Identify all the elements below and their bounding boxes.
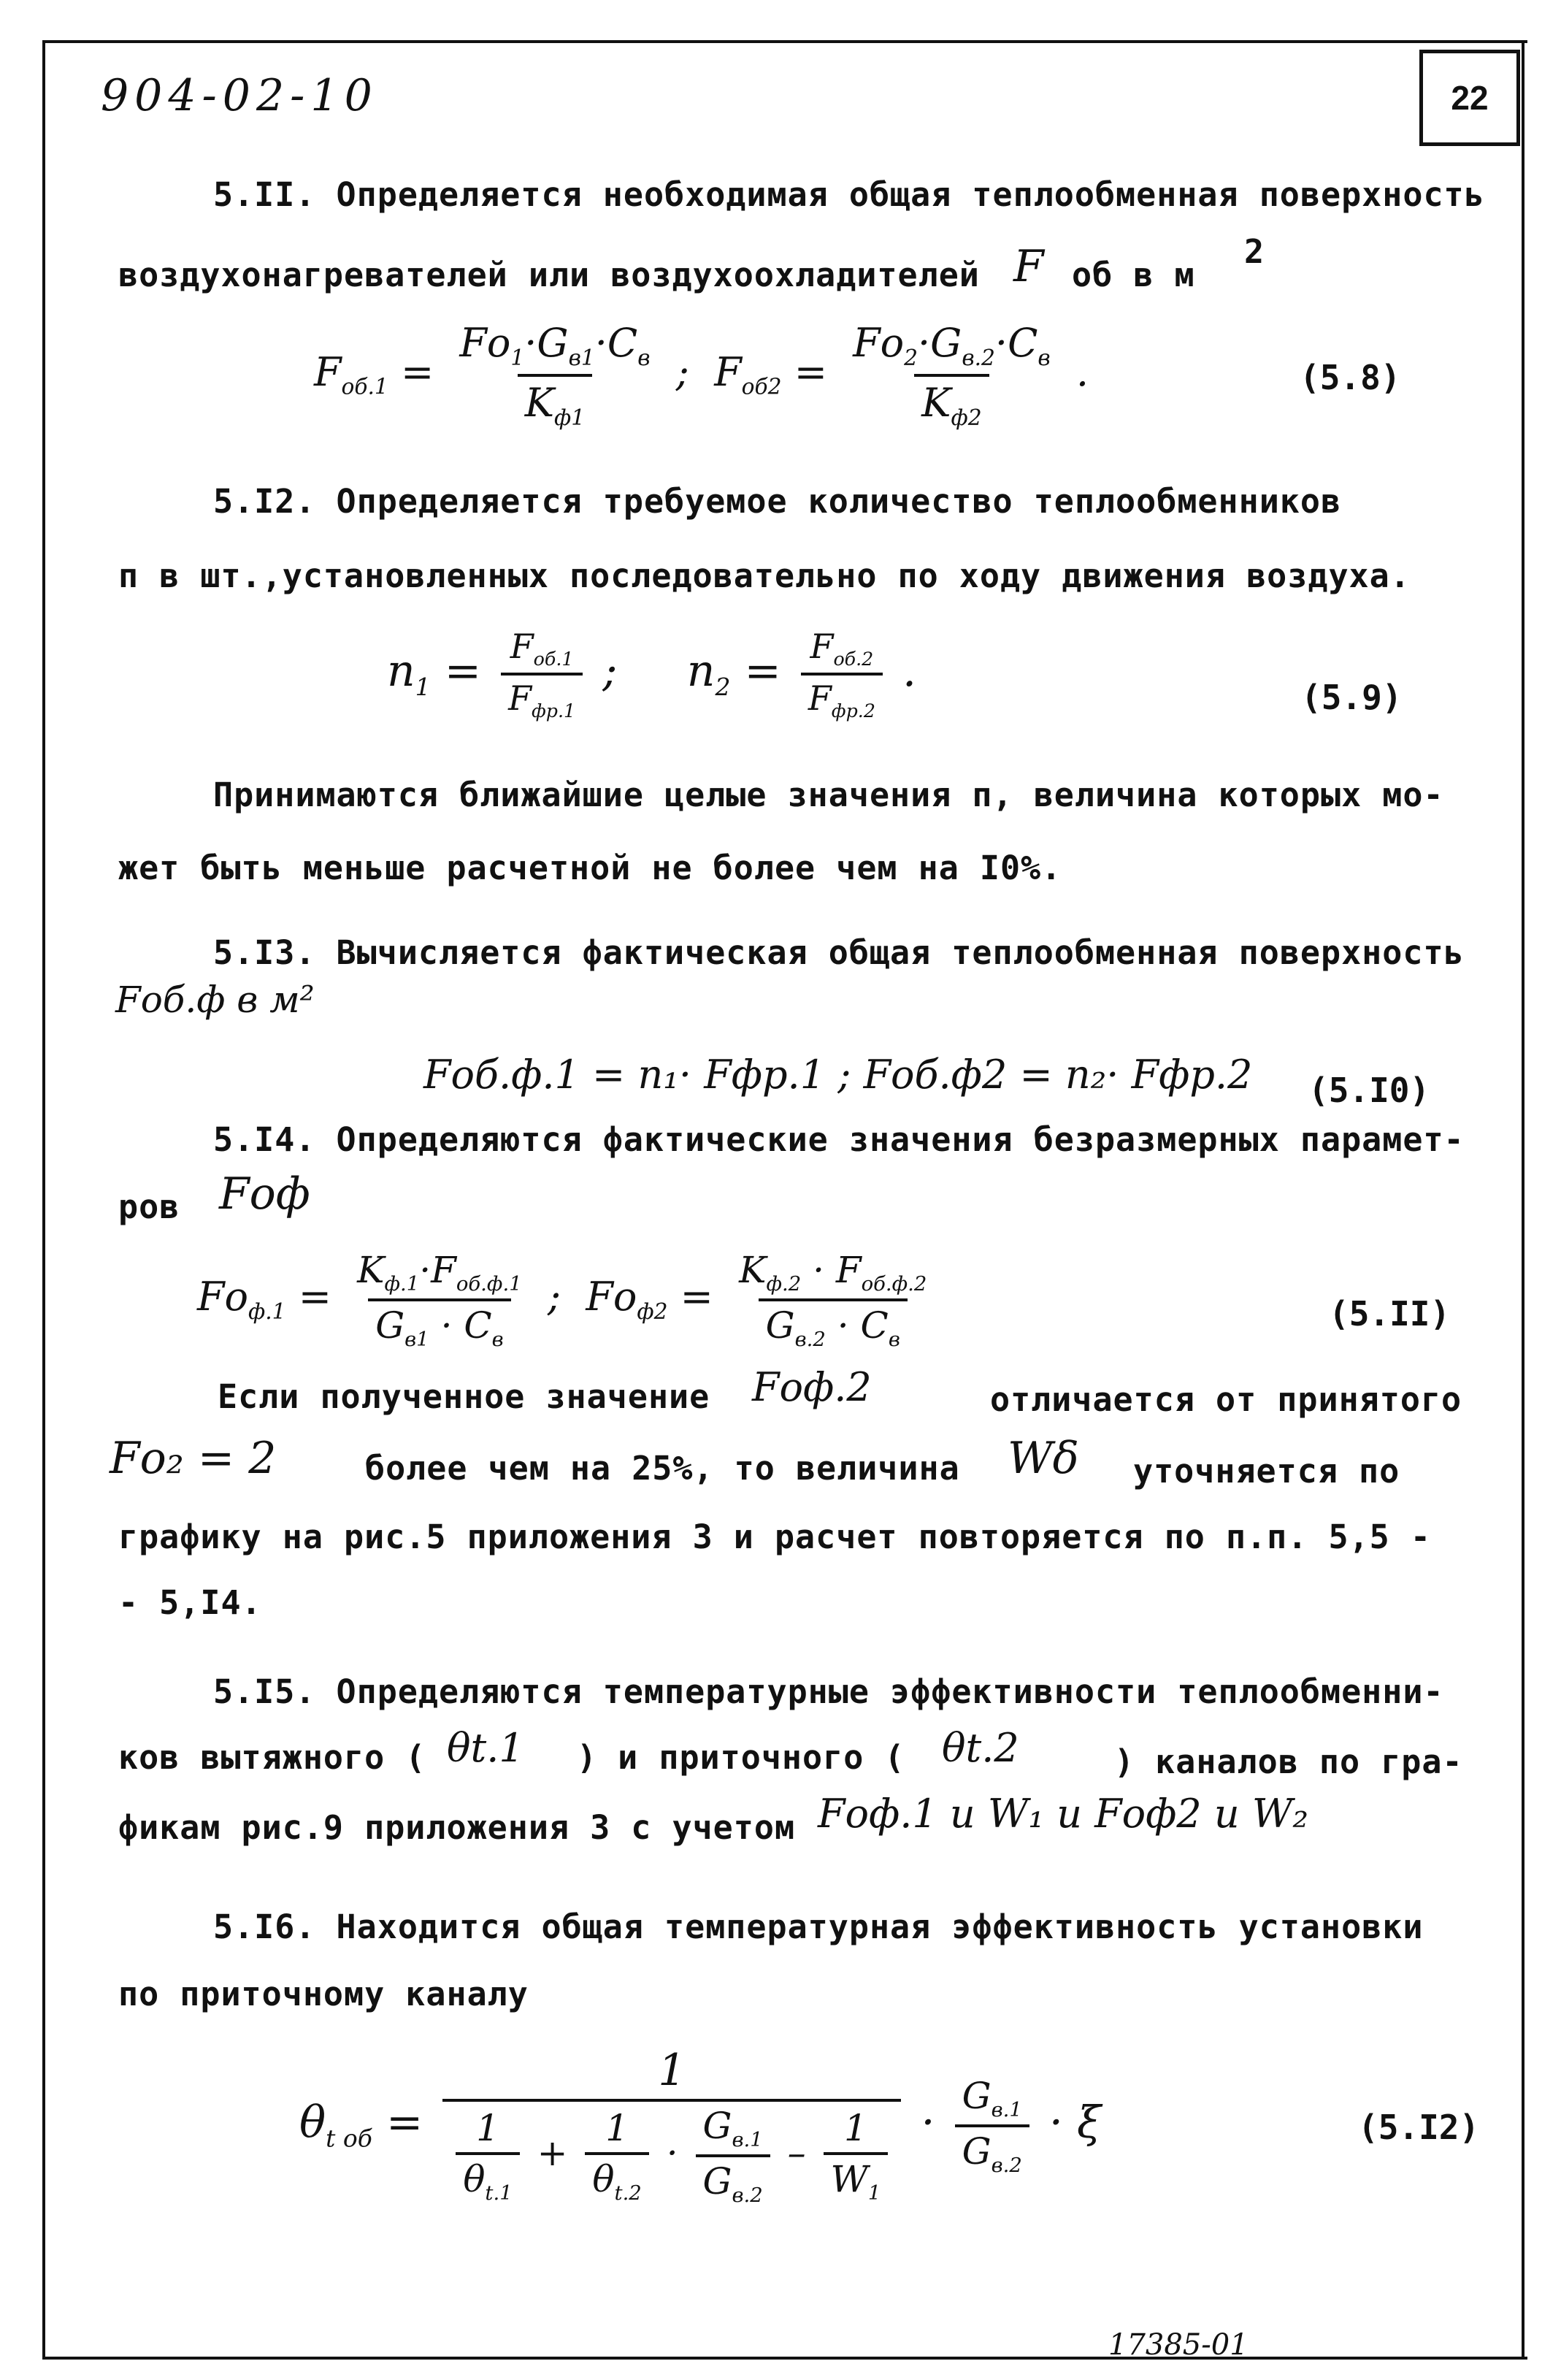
eq58-label: (5.8) [1300,358,1401,397]
s516-line1: 5.I6. Находится общая температурная эффективность установки [213,1908,1424,1946]
eq510-label: (5.I0) [1308,1071,1430,1110]
s515-line2-a: ков вытяжного ( [118,1738,426,1777]
s514-line1: 5.I4. Определяются фактические значения безразмерных парамет- [213,1120,1465,1159]
s514-note2-a: более чем на 25%, то величина [365,1449,960,1488]
s514-note2-symbol: Fо₂ = 2 [110,1433,277,1484]
s513-line2: Fоб.ф в м² [115,979,315,1021]
equation-5-8: $F_{об.1}$ = $\frac{Fо_1\cdot G_{в1}\cdot C_в}{K_{ф1}}$ ; $F_{об2}$ = $\frac{Fо_2\cdot G_{в.2}\cdot C_в}{K_{ф2}}$ . [314,320,1089,431]
s514-note3: графику на рис.5 приложения 3 и расчет повторяется по п.п. 5,5 - [118,1518,1431,1556]
equation-5-9: $n_1$ = $\frac{F_{об.1}}{F_{фр.1}}$ ; $n_2$ = $\frac{F_{об.2}}{F_{фр.2}}$ . [387,627,917,722]
eq511-label: (5.II) [1329,1294,1451,1334]
s512-note1: Принимаются ближайшие целые значения п, величина которых мо- [213,776,1444,814]
footer-doc-number: 17385-01 [1108,2328,1249,2362]
s515-theta1: θt.1 [447,1725,524,1771]
s514-note1-symbol: Fоф.2 [752,1364,872,1410]
s514-note1-b: отличается от принятого [990,1380,1462,1419]
s514-line2: ров [118,1187,180,1226]
equation-5-10: Fоб.ф.1 = n₁· Fфр.1 ; Fоб.ф2 = n₂· Fфр.2 [423,1052,1253,1098]
s512-line1: 5.I2. Определяется требуемое количество теплообменников [213,482,1342,521]
s515-line2-c: ) каналов по гра- [1114,1742,1463,1781]
s514-note2-b: уточняется по [1133,1452,1400,1491]
s515-theta2: θt.2 [942,1725,1019,1771]
equation-5-12: $\theta_{t об}$ = 1 $\frac{1}{\theta_{t.1}}$ + $\frac{1}{\theta_{t.2}}$ · $\frac{G_{в.1}}{G_{в.2}}$ – $\frac{1}{W_1}$ · $\frac{G_{в.1}}{G_{в.2}}$ · ξ [299,2045,1102,2207]
s511-superscript: 2 [1244,232,1265,271]
s513-line1: 5.I3. Вычисляется фактическая общая теплообменная поверхность [213,933,1465,972]
s512-line2: п в шт.,установленных последовательно по ходу движения воздуха. [118,556,1411,595]
s514-symbol-fo: Fоф [219,1168,310,1220]
s514-note4: - 5,I4. [118,1583,262,1622]
s515-line3-a: фикам рис.9 приложения 3 с учетом [118,1808,796,1847]
s515-line2-b: ) и приточного ( [577,1738,905,1777]
document-code: 904-02-10 [101,70,378,121]
s516-line2: по приточному каналу [118,1975,529,2013]
s511-line2-tail: об в м [1072,256,1195,294]
equation-5-11: $Fо_{ф.1}$ = $\frac{K_{ф.1}\cdot F_{об.ф.1}}{G_{в1} \cdot C_в}$ ; $Fо_{ф2}$ = $\frac{K_{ф.2} \cdot F_{об.ф.2}}{G_{в.2} \cdot C_в}$ [197,1249,927,1351]
page-number: 22 [1419,50,1520,146]
s514-note2-symbol-w: Wδ [1008,1433,1079,1484]
s515-line3-symbols: Fоф.1 и W₁ и Fоф2 и W₂ [818,1791,1308,1837]
page-frame-right-edge [1522,40,1524,2357]
s511-line2: воздухонагревателей или воздухоохладителей [118,256,980,294]
s515-line1: 5.I5. Определяются температурные эффективности теплообменни- [213,1672,1444,1711]
eq512-label: (5.I2) [1358,2108,1480,2147]
s511-line1: 5.II. Определяется необходимая общая теплообменная поверхность [213,175,1485,214]
eq59-label: (5.9) [1301,678,1403,717]
s511-symbol-f: F [1013,241,1044,292]
s512-note2: жет быть меньше расчетной не более чем на I0%. [118,849,1062,887]
s514-note1-a: Если полученное значение [218,1377,710,1416]
